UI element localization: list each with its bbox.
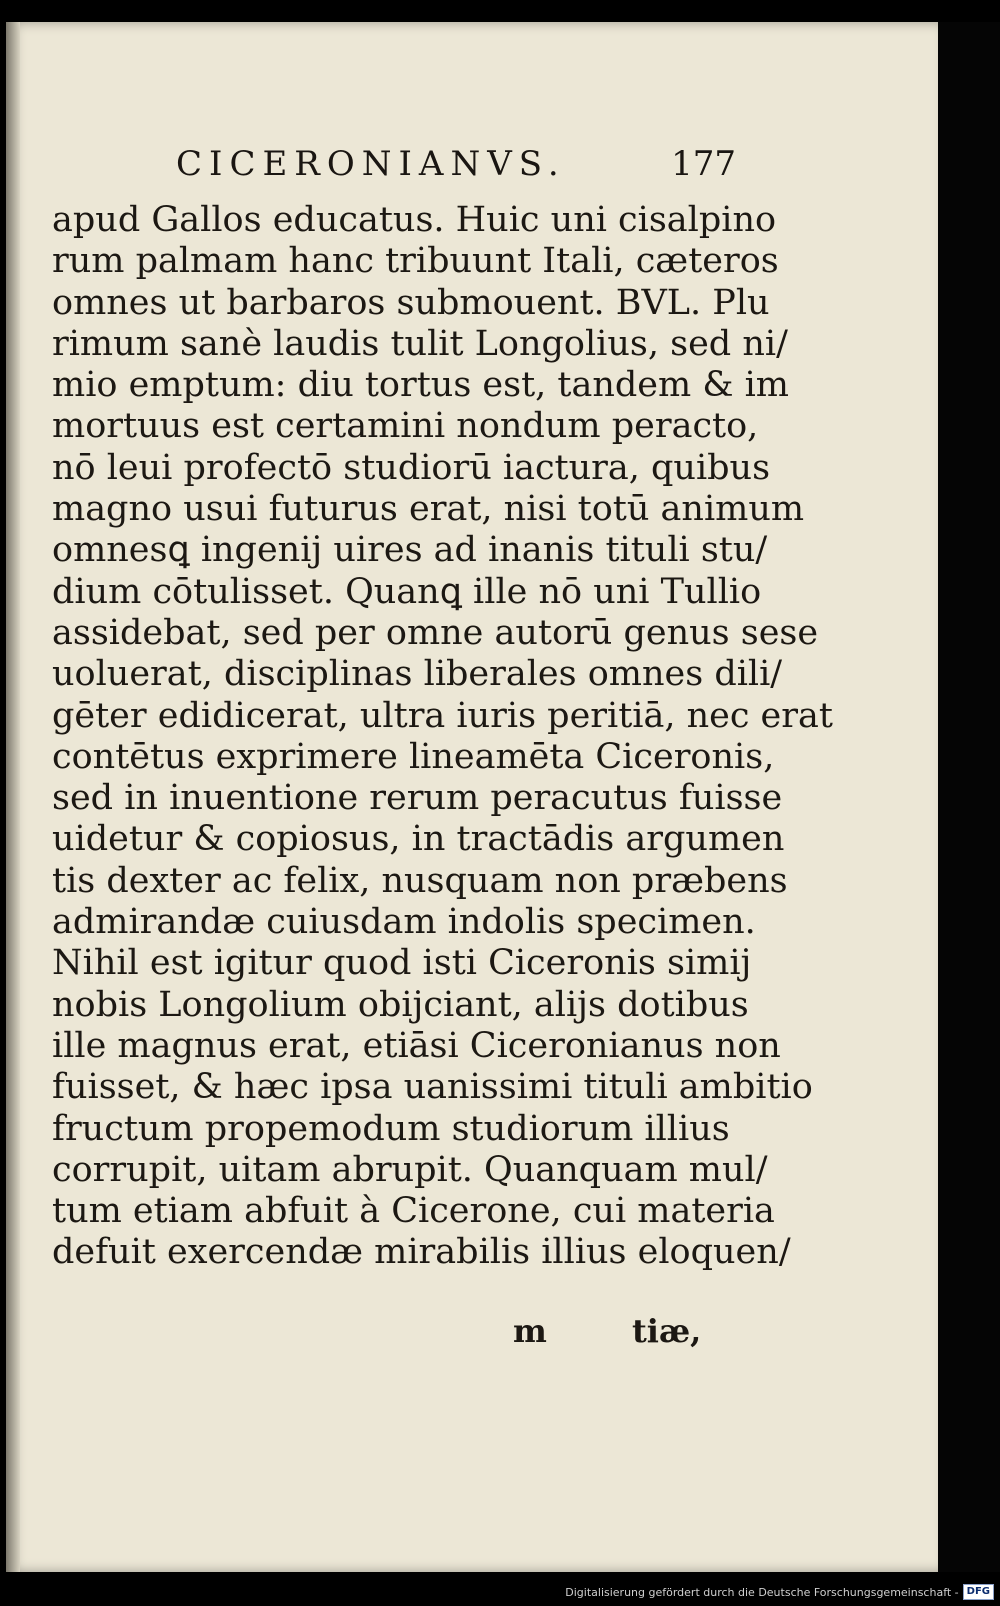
book-page [6, 22, 938, 1572]
running-head-title: CICERONIANVS. [176, 144, 566, 184]
text-line: nō leui profectō studiorū iactura, quibus [52, 447, 771, 488]
catchwords-line [6, 1312, 938, 1356]
text-line: defuit exercendæ mirabilis illius eloquen/ [52, 1232, 791, 1273]
scan-right-margin [938, 22, 1000, 1572]
body-text [52, 200, 833, 1274]
text-line: tum etiam abfuit à Cicerone, cui materia [52, 1191, 775, 1232]
text-line: omnesꝗ ingenij uires ad inanis tituli stu/ [52, 530, 768, 571]
text-line: sed in inuentione rerum peracutus fuisse [52, 778, 783, 819]
digitization-credit [565, 1583, 994, 1601]
text-line: apud Gallos educatus. Huic uni cisalpino [52, 200, 777, 240]
text-line: mortuus est certamini nondum peracto, [52, 406, 759, 447]
text-line: rimum sanè laudis tulit Longolius, sed ni/ [52, 323, 788, 364]
text-line: gēter edidicerat, ultra iuris peritiā, nec erat [52, 695, 833, 736]
text-line: assidebat, sed per omne autorū genus sese [52, 612, 819, 653]
text-line: tis dexter ac felix, nusquam non præbens [52, 860, 788, 901]
text-line: rum palmam hanc tribuunt Itali, cæteros [52, 241, 779, 282]
text-line: omnes ut barbaros submouent. BVL. Plu [52, 282, 770, 323]
text-line: uoluerat, disciplinas liberales omnes dili/ [52, 654, 783, 695]
text-line: corrupit, uitam abrupit. Quanquam mul/ [52, 1149, 768, 1190]
page-number: 177 [671, 144, 736, 184]
credit-text: Digitalisierung gefördert durch die Deutsche Forschungsgemeinschaft - [565, 1585, 959, 1599]
text-line: mio emptum: diu tortus est, tandem & im [52, 365, 789, 406]
text-line: dium cōtulisset. Quanꝗ ille nō uni Tullio [52, 571, 762, 612]
text-line: magno usui futurus erat, nisi totū animum [52, 489, 805, 530]
dfg-logo: DFG [963, 1584, 994, 1600]
text-line: fuisset, & hæc ipsa uanissimi tituli ambitio [52, 1067, 813, 1108]
text-line: nobis Longolium obijciant, alijs dotibus [52, 984, 749, 1025]
text-line: Nihil est igitur quod isti Ciceronis simij [52, 943, 752, 984]
catchword: tiæ, [632, 1312, 702, 1350]
text-line: ille magnus erat, etiāsi Ciceronianus non [52, 1025, 781, 1066]
text-line: uidetur & copiosus, in tractādis argumen [52, 819, 785, 860]
text-line: fructum propemodum studiorum illius [52, 1108, 730, 1149]
text-line: contētus exprimere lineamēta Ciceronis, [52, 736, 775, 777]
running-head [176, 144, 736, 190]
text-line: admirandæ cuiusdam indolis specimen. [52, 902, 756, 943]
signature-mark: m [513, 1312, 547, 1350]
